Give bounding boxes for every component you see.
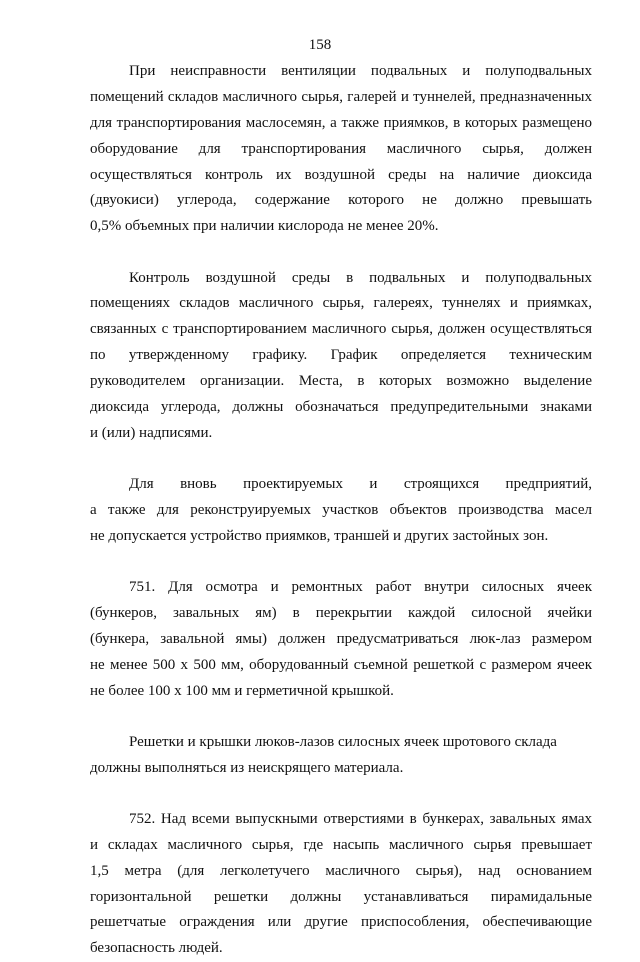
text-line: по утвержденному графику. График определяется техническим	[90, 347, 592, 364]
paragraph	[90, 730, 592, 782]
text-line: Для вновь проектируемых и строящихся предприятий,	[129, 476, 592, 493]
paragraph	[90, 807, 592, 962]
text-line: помещениях складов масличного сырья, галереях, туннелях и приямках,	[90, 295, 592, 312]
text-line: Решетки и крышки люков-лазов силосных ячеек шротового склада	[129, 733, 557, 750]
text-line: (бункера, завальной ямы) должен предусматриваться люк-лаз размером	[90, 630, 592, 647]
text-line: помещений складов масличного сырья, галерей и туннелей, предназначенных	[90, 88, 592, 105]
paragraph	[90, 59, 592, 240]
text-line: 752. Над всеми выпускными отверстиями в бункерах, завальных ямах	[129, 810, 592, 827]
text-line: (бункеров, завальных ям) в перекрытии каждой силосной ячейки	[90, 604, 592, 621]
text-line: горизонтальной решетки должны устанавливаться пирамидальные	[90, 888, 592, 905]
text-line: 1,5 метра (для легколетучего масличного сырья), над основанием	[90, 862, 592, 879]
text-line: не более 100 х 100 мм и герметичной крышкой.	[90, 682, 394, 699]
text-line: 751. Для осмотра и ремонтных работ внутри силосных ячеек	[129, 579, 592, 596]
text-line: и складах масличного сырья, где насыпь масличного сырья превышает	[90, 836, 592, 853]
document-body	[90, 59, 592, 962]
text-line: должны выполняться из неискрящего материала.	[90, 759, 404, 776]
text-line: безопасность людей.	[90, 940, 223, 957]
text-line: 0,5% объемных при наличии кислорода не менее 20%.	[90, 218, 439, 235]
paragraph	[90, 575, 592, 704]
text-line: руководителем организации. Места, в которых возможно выделение	[90, 373, 592, 390]
text-line: При неисправности вентиляции подвальных и полуподвальных	[129, 63, 592, 79]
text-line: оборудование для транспортирования масличного сырья, должен	[90, 140, 592, 157]
text-line: осуществляться контроль их воздушной среды на наличие диоксида	[90, 166, 592, 183]
text-line: связанных с транспортированием масличного сырья, должен осуществляться	[90, 321, 592, 338]
paragraph	[90, 472, 592, 550]
text-line: не допускается устройство приямков, траншей и других застойных зон.	[90, 527, 549, 544]
text-line: решетчатые ограждения или другие приспособления, обеспечивающие	[90, 914, 592, 931]
text-line: не менее 500 х 500 мм, оборудованный съемной решеткой с размером ячеек	[90, 656, 592, 673]
text-line: для транспортирования маслосемян, а также приямков, в которых размещено	[90, 114, 592, 131]
paragraph	[90, 266, 592, 447]
text-line: Контроль воздушной среды в подвальных и полуподвальных	[129, 269, 592, 286]
text-line: (двуокиси) углерода, содержание которого не должно превышать	[90, 192, 592, 209]
text-line: и (или) надписями.	[90, 424, 213, 441]
text-line: а также для реконструируемых участков объектов производства масел	[90, 501, 592, 518]
page-number: 158	[308, 37, 332, 53]
text-line: диоксида углерода, должны обозначаться предупредительными знаками	[90, 398, 592, 415]
